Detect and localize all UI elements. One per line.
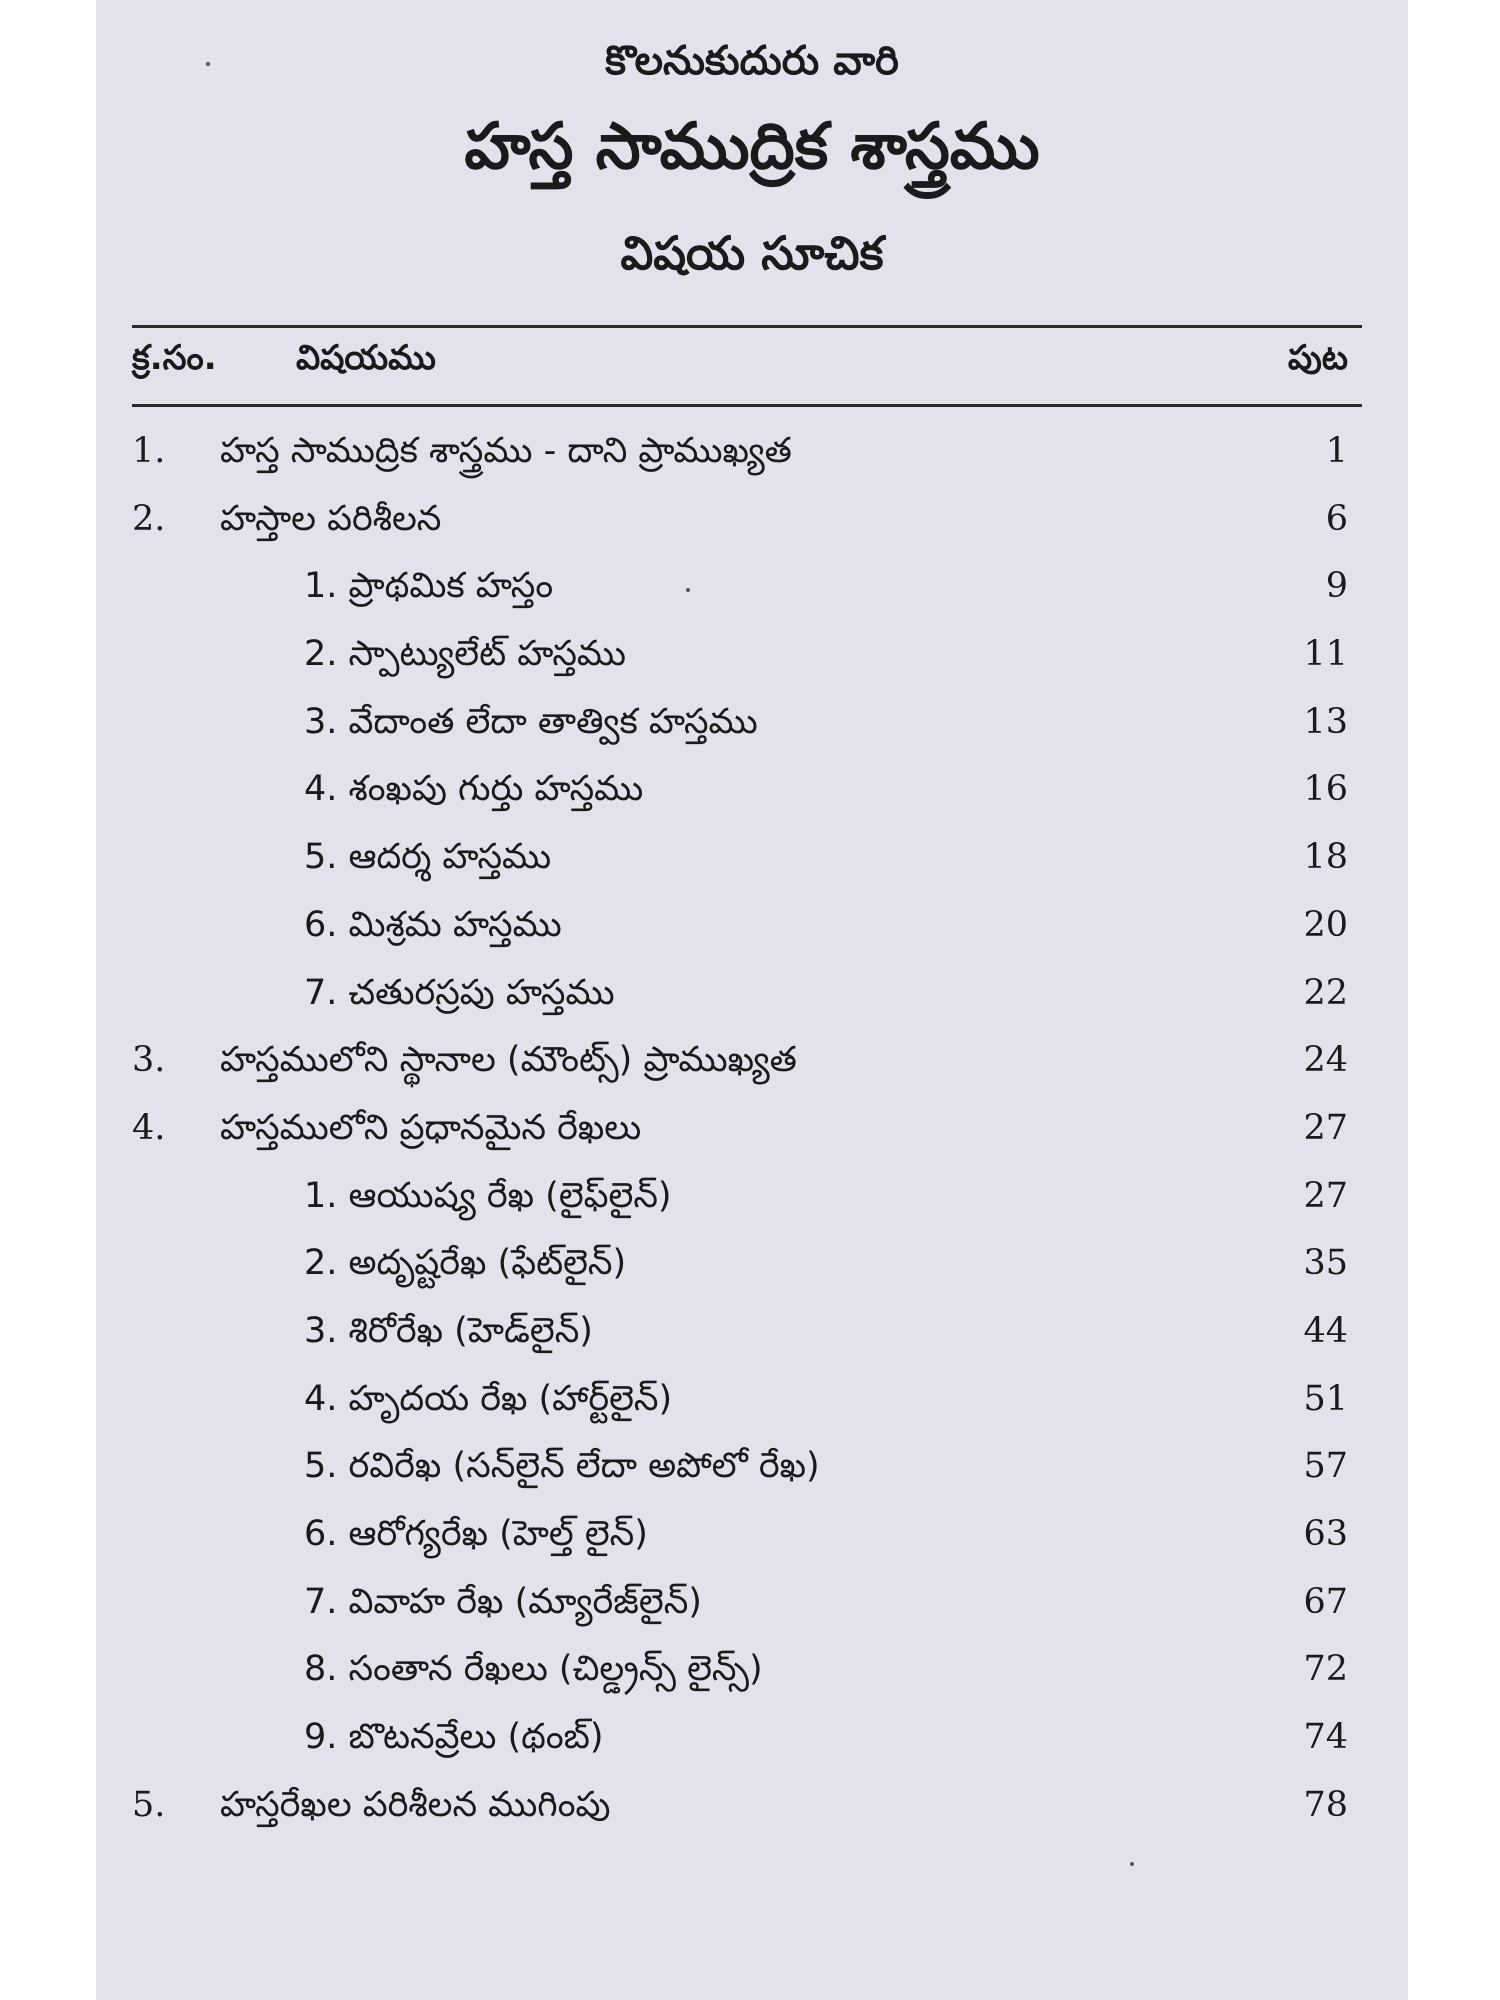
- toc-entry: [96, 1373, 1408, 1441]
- entry-page-number: 67: [1303, 1581, 1348, 1622]
- entry-title: 1. ప్రాథమిక హస్తం: [304, 566, 554, 607]
- subject-column-header: విషయము: [296, 338, 436, 378]
- entry-title: 5. రవిరేఖ (సన్‌లైన్ లేదా అపోలో రేఖ): [304, 1446, 820, 1487]
- toc-entry: [96, 493, 1408, 561]
- entry-title: 8. సంతాన రేఖలు (చిల్డ్రన్స్ లైన్స్): [304, 1649, 763, 1690]
- toc-entry: [96, 560, 1408, 628]
- toc-entry: [96, 1508, 1408, 1576]
- entry-page-number: 22: [1303, 972, 1348, 1013]
- book-title: హస్త సాముద్రిక శాస్త్రము: [464, 110, 1040, 184]
- entry-page-number: 27: [1303, 1107, 1348, 1148]
- entry-number: 4.: [132, 1107, 166, 1148]
- toc-entry: [96, 1034, 1408, 1102]
- entry-title: హస్తములోని స్థానాల (మౌంట్స్) ప్రాముఖ్యత: [220, 1040, 797, 1081]
- entry-page-number: 51: [1303, 1378, 1348, 1419]
- toc-entry: [96, 831, 1408, 899]
- entry-title: 4. శంఖపు గుర్తు హస్తము: [304, 769, 644, 810]
- page-column-header: పుట: [1287, 338, 1348, 378]
- entry-title: హస్త సాముద్రిక శాస్త్రము - దాని ప్రాముఖ్యత: [220, 431, 792, 471]
- entry-page-number: 44: [1303, 1310, 1348, 1351]
- entry-title: 1. ఆయుష్య రేఖ (లైఫ్‌లైన్): [304, 1175, 672, 1216]
- toc-entry: [96, 1440, 1408, 1508]
- paper-speck: [206, 62, 210, 66]
- entry-page-number: 78: [1303, 1784, 1348, 1825]
- header-top-rule: [132, 325, 1362, 328]
- entry-number: 1.: [132, 431, 166, 471]
- toc-entry: [96, 696, 1408, 764]
- toc-entry: [96, 1576, 1408, 1644]
- toc-entry: [96, 1643, 1408, 1711]
- entry-title: 7. చతురస్రపు హస్తము: [304, 972, 615, 1013]
- header-bottom-rule: [132, 404, 1362, 407]
- serial-column-header: క్ర.సం.: [132, 338, 217, 378]
- toc-entry: [96, 899, 1408, 967]
- toc-entry: [96, 425, 1408, 493]
- entry-title: 7. వివాహ రేఖ (మ్యారేజ్‌లైన్): [304, 1581, 702, 1622]
- entry-page-number: 20: [1303, 904, 1348, 945]
- toc-header: [96, 338, 1408, 394]
- entry-page-number: 63: [1303, 1514, 1348, 1554]
- toc-entry: [96, 1779, 1408, 1847]
- entry-page-number: 1: [1325, 431, 1348, 471]
- entry-title: 5. ఆదర్శ హస్తము: [304, 837, 552, 878]
- entry-page-number: 35: [1303, 1243, 1348, 1284]
- book-page: [96, 0, 1408, 2000]
- entry-title: 6. మిశ్రమ హస్తము: [304, 904, 562, 945]
- paper-speck: [686, 588, 690, 592]
- entry-page-number: 11: [1303, 634, 1348, 675]
- entry-page-number: 6: [1325, 498, 1348, 539]
- entry-title: హస్తాల పరిశీలన: [220, 498, 442, 539]
- entry-page-number: 72: [1303, 1649, 1348, 1690]
- toc-entry: [96, 763, 1408, 831]
- entry-page-number: 74: [1303, 1717, 1348, 1758]
- entry-page-number: 27: [1303, 1175, 1348, 1216]
- entry-number: 2.: [132, 498, 166, 539]
- entry-title: 9. బొటనవ్రేలు (థంబ్): [304, 1717, 604, 1758]
- entry-title: హస్తములోని ప్రధానమైన రేఖలు: [220, 1107, 642, 1148]
- entry-title: 3. వేదాంత లేదా తాత్విక హస్తము: [304, 701, 758, 742]
- toc-entry: [96, 967, 1408, 1035]
- entry-number: 3.: [132, 1040, 166, 1081]
- toc-entry: [96, 1170, 1408, 1238]
- toc-entry: [96, 1102, 1408, 1170]
- entry-title: హస్తరేఖల పరిశీలన ముగింపు: [220, 1784, 611, 1825]
- toc-entries: [96, 425, 1408, 1846]
- entry-title: 3. శిరోరేఖ (హెడ్‌లైన్): [304, 1310, 593, 1351]
- toc-entry: [96, 1305, 1408, 1373]
- entry-page-number: 16: [1303, 769, 1348, 810]
- publisher-line: కొలనుకుదురు వారి: [605, 38, 899, 84]
- toc-heading: విషయ సూచిక: [620, 226, 884, 280]
- paper-speck: [1130, 1862, 1134, 1866]
- entry-page-number: 57: [1303, 1446, 1348, 1487]
- entry-page-number: 24: [1303, 1040, 1348, 1081]
- toc-entry: [96, 1237, 1408, 1305]
- toc-entry: [96, 628, 1408, 696]
- toc-entry: [96, 1711, 1408, 1779]
- entry-number: 5.: [132, 1784, 166, 1825]
- entry-title: 4. హృదయ రేఖ (హార్ట్‌లైన్): [304, 1378, 673, 1419]
- entry-page-number: 9: [1325, 566, 1348, 607]
- entry-title: 6. ఆరోగ్యరేఖ (హెల్త్ లైన్): [304, 1514, 648, 1554]
- entry-title: 2. స్పాట్యులేట్ హస్తము: [304, 634, 627, 675]
- entry-page-number: 18: [1303, 837, 1348, 878]
- entry-page-number: 13: [1303, 701, 1348, 742]
- entry-title: 2. అదృష్టరేఖ (ఫేట్‌లైన్): [304, 1243, 627, 1284]
